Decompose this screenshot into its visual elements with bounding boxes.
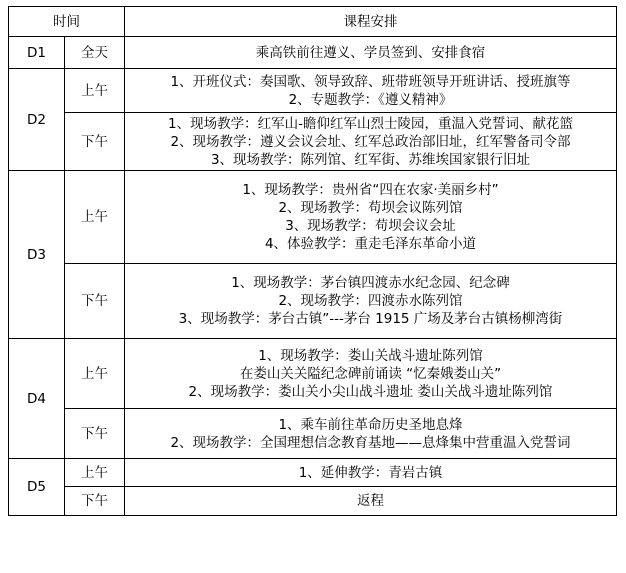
schedule-row	[9, 487, 617, 516]
activity-cell	[125, 459, 617, 487]
period-cell: 全天	[65, 37, 125, 69]
activity-line: 乘高铁前往遵义、学员签到、安排食宿	[255, 44, 486, 61]
activity-line: 返程	[357, 493, 384, 509]
activity-line: 3、现场教学：陈列馆、红军街、苏维埃国家银行旧址	[210, 151, 531, 168]
activity-line: 2、现场教学：全国理想信念教育基地——息烽集中营重温入党誓词	[170, 434, 571, 451]
period-cell: 上午	[65, 339, 125, 409]
activity-cell	[125, 409, 617, 459]
schedule-row	[9, 339, 617, 409]
activity-line: 3、现场教学：苟坝会议会址	[285, 218, 456, 234]
activity-line: 4、体验教学：重走毛泽东革命小道	[264, 236, 477, 252]
period-cell: 上午	[65, 69, 125, 113]
schedule-row	[9, 37, 617, 69]
schedule-row	[9, 459, 617, 487]
schedule-row	[9, 171, 617, 264]
activity-line: 1、延伸教学：青岩古镇	[298, 464, 443, 481]
activity-line: 2、现场教学：苟坝会议陈列馆	[278, 200, 463, 216]
day-cell: D2	[9, 69, 65, 171]
activity-cell	[125, 487, 617, 516]
schedule-row	[9, 409, 617, 459]
day-cell: D5	[9, 459, 65, 516]
activity-line: 2、专题教学：《遵义精神》	[288, 91, 453, 108]
activity-cell	[125, 37, 617, 69]
activity-line: 1、乘车前往革命历史圣地息烽	[278, 416, 463, 433]
period-cell: 下午	[65, 264, 125, 339]
activity-line: 2、现场教学：四渡赤水陈列馆	[278, 293, 463, 309]
activity-line: 1、现场教学：贵州省“四在农家·美丽乡村”	[242, 182, 499, 198]
activity-line: 2、现场教学：遵义会议会址、红军总政治部旧址，红军警备司令部	[170, 133, 571, 150]
header-course: 课程安排	[125, 7, 617, 37]
schedule-body	[9, 7, 617, 516]
header-time: 时间	[9, 7, 125, 37]
day-cell: D1	[9, 37, 65, 69]
activity-line: 1、现场教学：茅台镇四渡赤水纪念园、纪念碑	[231, 275, 510, 291]
activity-cell	[125, 339, 617, 409]
schedule-table	[8, 6, 617, 516]
period-cell: 上午	[65, 171, 125, 264]
header-row	[9, 7, 617, 37]
activity-cell	[125, 171, 617, 264]
day-cell: D3	[9, 171, 65, 339]
activity-line: 在娄山关关隘纪念碑前诵读 “忆秦娥娄山关”	[239, 365, 502, 382]
period-cell: 下午	[65, 487, 125, 516]
day-cell: D4	[9, 339, 65, 459]
activity-cell	[125, 69, 617, 113]
activity-line: 1、现场教学：娄山关战斗遗址陈列馆	[258, 347, 483, 364]
activity-line: 3、现场教学：茅台古镇”---茅台 1915 广场及茅台古镇杨柳湾街	[178, 311, 563, 327]
period-cell: 上午	[65, 459, 125, 487]
activity-cell	[125, 264, 617, 339]
activity-line: 2、现场教学：娄山关小尖山战斗遗址 娄山关战斗遗址陈列馆	[188, 383, 553, 400]
period-cell: 下午	[65, 409, 125, 459]
activity-line: 1、现场教学：红军山-瞻仰红军山烈士陵园，重温入党誓词、献花篮	[168, 115, 573, 132]
period-cell: 下午	[65, 113, 125, 171]
schedule-row	[9, 113, 617, 171]
schedule-row	[9, 69, 617, 113]
activity-line: 1、开班仪式：奏国歌、领导致辞、班带班领导开班讲话、授班旗等	[170, 73, 571, 90]
activity-cell	[125, 113, 617, 171]
schedule-row	[9, 264, 617, 339]
